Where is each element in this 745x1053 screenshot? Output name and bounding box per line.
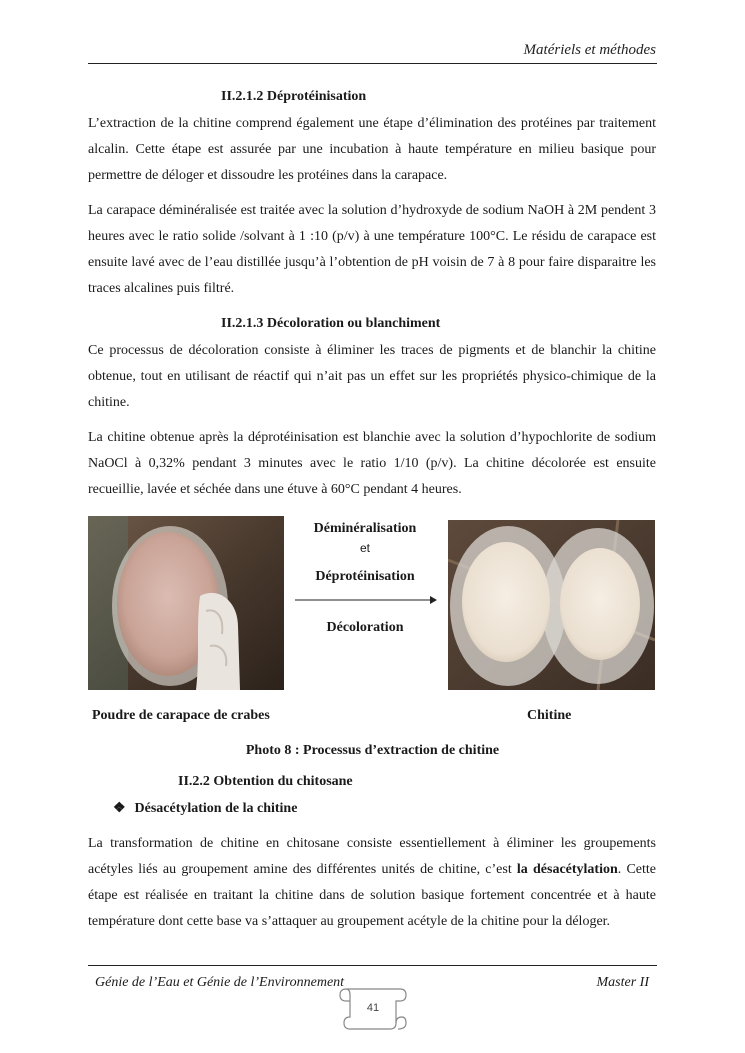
figure-label-right: Chitine [527, 708, 572, 723]
photo-chitin [448, 520, 655, 690]
bullet-item-deacetylation [113, 800, 297, 817]
paragraph-deacetylation: La transformation de chitine en chitosane consiste essentiellement à éliminer les groupements acétyles liés au groupement amine des différentes unités de chitine, c’est la désacétylation. Cette étape est réalisée en traitant la chitine dans de solution basique fortement concentrée et à haute température dont cette base va s’attaquer au groupement acétyle de la chitine pour la déloger. [88, 836, 657, 929]
process-arrow-icon [294, 594, 438, 606]
process-connector: et [359, 541, 370, 555]
paragraph-decoloration-intro: Ce processus de décoloration consiste à éliminer les traces de pigments et de blanchir la chitine obtenue, tout en utilisant de réactif qui n’ait pas un effet sur les propriétés physico-chimique de la chitine. [88, 343, 656, 410]
running-header: Matériels et méthodes [523, 42, 656, 58]
paragraph-decoloration-method: La chitine obtenue après la déprotéinisation est blanchie avec la solution d’hypochlorite de sodium NaOCl à 0,32% pendant 3 minutes avec le ratio 1/10 (p/v). La chitine décolorée est ensuite recueillie, lavée et séchée dans une étuve à 60°C pendant 4 heures. [88, 430, 656, 497]
section-heading-decoloration: II.2.1.3 Décoloration ou blanchiment [221, 316, 441, 331]
figure-caption: Photo 8 : Processus d’extraction de chitine [245, 743, 500, 758]
header-rule [88, 63, 657, 64]
process-step-demineralisation: Déminéralisation [313, 521, 417, 536]
process-step-deproteinisation: Déprotéinisation [315, 569, 415, 584]
footer-rule [88, 965, 657, 966]
emphasis-deacetylation: la désacétylation [516, 862, 618, 877]
figure-label-left: Poudre de carapace de crabes [92, 708, 270, 723]
section-heading-deproteinisation: II.2.1.2 Déprotéinisation [221, 89, 367, 104]
diamond-bullet-icon: ❖ [113, 801, 126, 816]
paragraph-deproteinisation-intro: L’extraction de la chitine comprend également une étape d’élimination des protéines par traitement alcalin. Cette étape est assurée par une incubation à haute température en milieu basique pour permettre de déloger et dissoudre les protéines dans la carapace. [88, 116, 656, 183]
bullet-item-label: Désacétylation de la chitine [134, 801, 298, 816]
footer-degree: Master II [596, 975, 649, 990]
photo-crab-shell-powder [88, 516, 284, 690]
process-step-decoloration: Décoloration [326, 620, 404, 635]
footer-program: Génie de l’Eau et Génie de l’Environnement [95, 975, 345, 990]
paragraph-deproteinisation-method: La carapace déminéralisée est traitée avec la solution d’hydroxyde de sodium NaOH à 2M pendent 3 heures avec le ratio solide /solvant à 1 :10 (p/v) à une température 100°C. Le résidu de carapace est ensuite lavé avec de l’eau distillée jusqu’à l’obtention de pH voisin de 7 à 8 pour faire disparaitre les traces alcalines puis filtré. [88, 203, 656, 296]
page-number: 41 [366, 1002, 380, 1014]
page-number-scroll [336, 983, 410, 1035]
section-heading-chitosan: II.2.2 Obtention du chitosane [178, 774, 353, 789]
